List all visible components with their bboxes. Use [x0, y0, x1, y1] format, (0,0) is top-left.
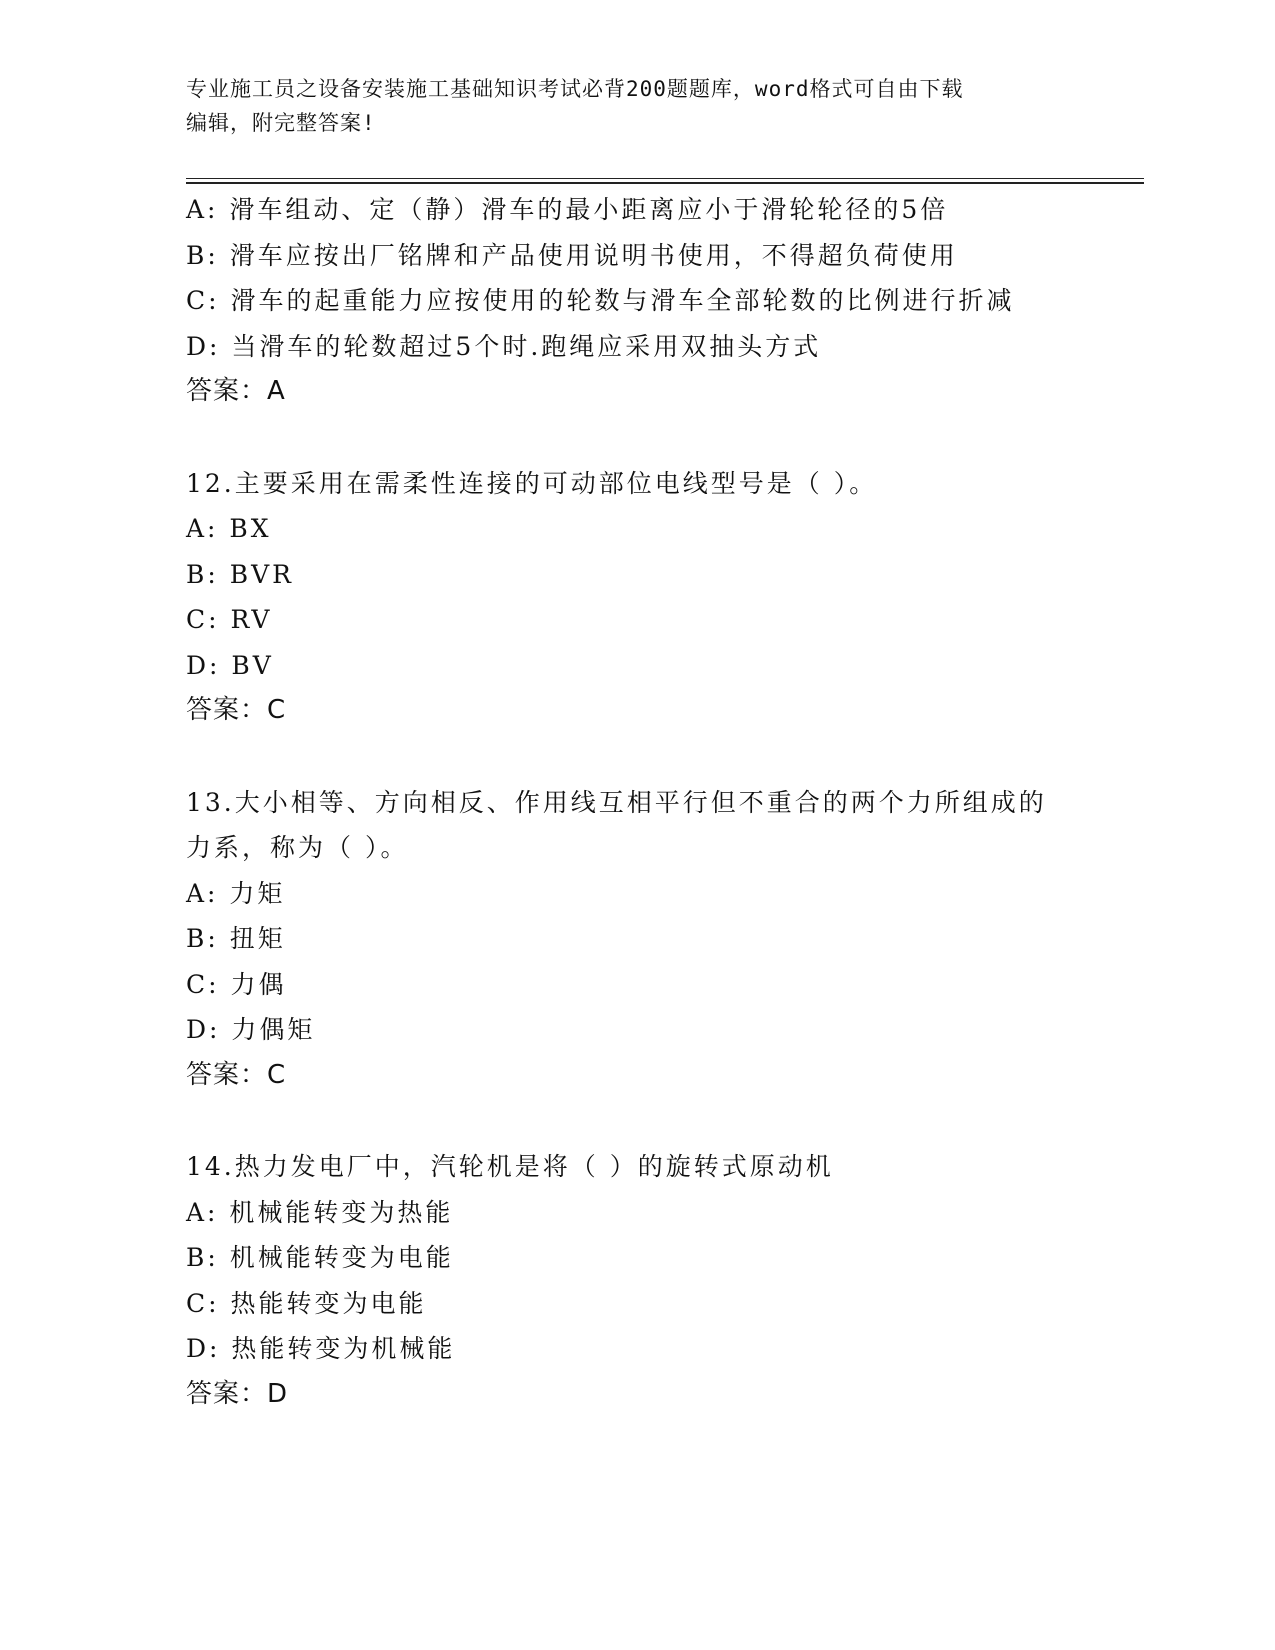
option-c: C: 滑车的起重能力应按使用的轮数与滑车全部轮数的比例进行折减 — [186, 286, 1015, 315]
question-text-line-2: 力系，称为（ ）。 — [186, 833, 409, 862]
question-text: 12.主要采用在需柔性连接的可动部位电线型号是（ ）。 — [186, 468, 878, 498]
answer: 答案：C — [186, 695, 287, 725]
header-title-line-1: 专业施工员之设备安装施工基础知识考试必背200题题库，word格式可自由下载 — [186, 77, 964, 101]
option-a: A: 力矩 — [186, 878, 286, 908]
option-a: A: BX — [186, 514, 272, 543]
option-a: A: 滑车组动、定（静）滑车的最小距离应小于滑轮轮径的5倍 — [186, 195, 949, 224]
option-c: C: 力偶 — [186, 969, 287, 999]
question-12 — [186, 461, 1086, 734]
answer: 答案：D — [186, 1378, 289, 1409]
option-b: B: 机械能转变为电能 — [186, 1243, 454, 1272]
question-text-line-1: 13.大小相等、方向相反、作用线互相平行但不重合的两个力所组成的 — [186, 787, 1047, 817]
header-divider-thick — [186, 182, 1144, 184]
option-b: B: 扭矩 — [186, 924, 286, 953]
answer: 答案：A — [186, 376, 286, 406]
option-a: A: 机械能转变为热能 — [186, 1197, 454, 1227]
option-c: C: 热能转变为电能 — [186, 1288, 427, 1318]
option-b: B: BVR — [186, 559, 294, 589]
question-13 — [186, 780, 1086, 1099]
spacer — [186, 734, 1086, 780]
document-header — [186, 72, 1066, 140]
option-c: C: RV — [186, 605, 273, 634]
option-d: D: BV — [186, 650, 274, 680]
question-11 — [186, 187, 1086, 415]
spacer — [186, 415, 1086, 461]
header-title-line-2: 编辑，附完整答案! — [186, 111, 376, 135]
option-d: D: 力偶矩 — [186, 1015, 316, 1044]
spacer — [186, 1098, 1086, 1144]
option-b: B: 滑车应按出厂铭牌和产品使用说明书使用，不得超负荷使用 — [186, 240, 958, 270]
option-d: D: 当滑车的轮数超过5个时.跑绳应采用双抽头方式 — [186, 331, 822, 361]
answer: 答案：C — [186, 1059, 287, 1090]
question-list — [186, 187, 1086, 1417]
question-14 — [186, 1144, 1086, 1417]
option-d: D: 热能转变为机械能 — [186, 1334, 456, 1363]
question-text: 14.热力发电厂中，汽轮机是将（ ）的旋转式原动机 — [186, 1152, 834, 1181]
header-divider-thin — [186, 178, 1144, 179]
